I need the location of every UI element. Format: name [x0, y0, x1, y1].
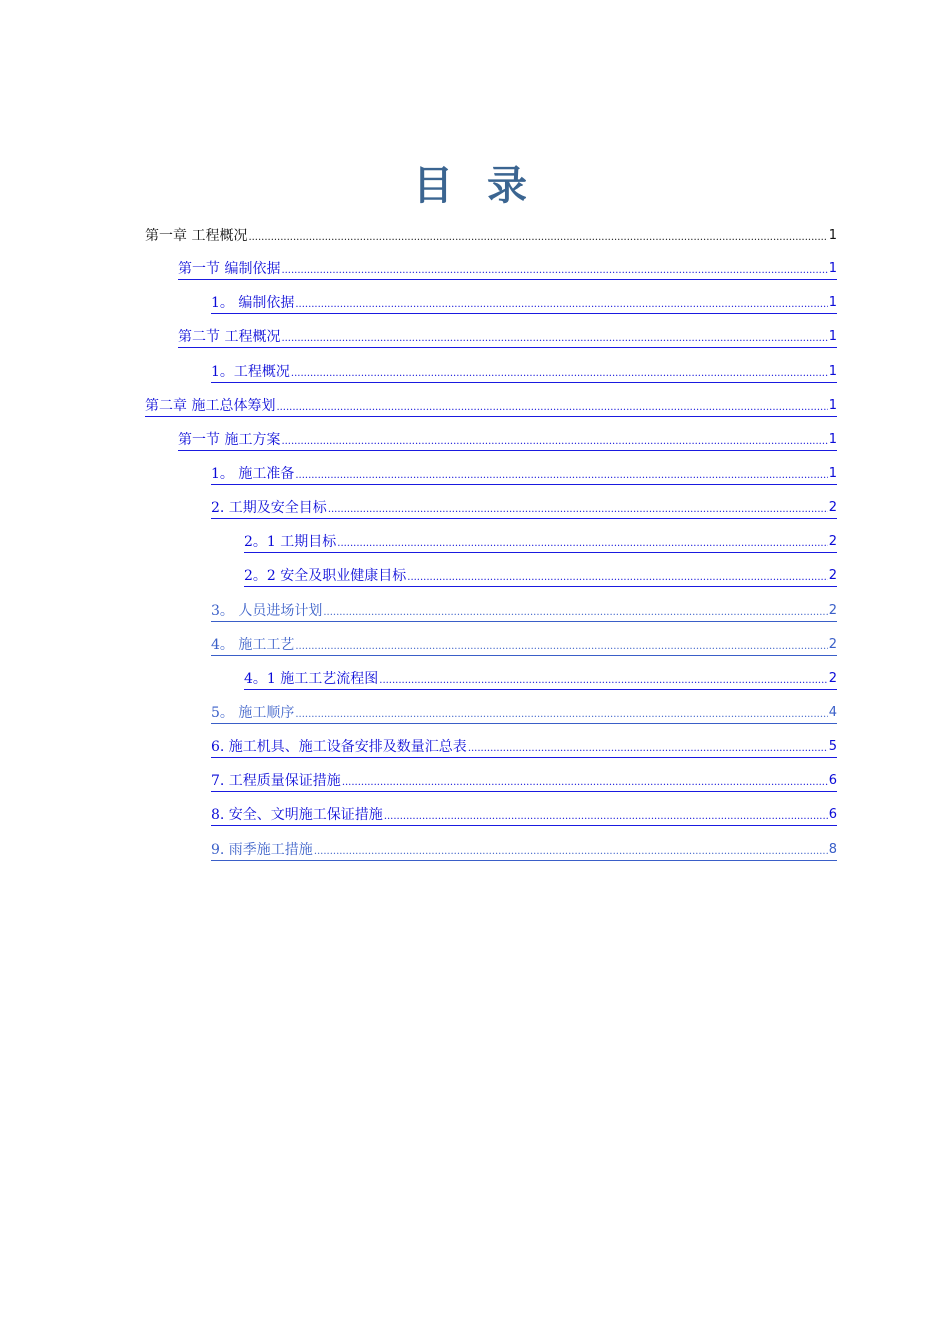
table-of-contents [0, 219, 950, 868]
toc-entry[interactable] [0, 834, 950, 868]
toc-entry-row [211, 704, 837, 724]
toc-entry-label: 第二章 施工总体筹划 [145, 397, 276, 414]
toc-dot-leader [384, 810, 828, 824]
toc-dot-leader [295, 298, 827, 312]
toc-page-number: 2 [828, 602, 837, 618]
toc-entry-row [211, 499, 837, 519]
toc-page-number: 2 [828, 500, 837, 516]
toc-dot-leader [276, 401, 827, 415]
toc-dot-leader [281, 435, 827, 449]
toc-page-number: 8 [828, 841, 837, 857]
toc-dot-leader [407, 571, 827, 585]
toc-entry-label: 2。1 工期目标 [244, 534, 337, 551]
toc-entry[interactable] [0, 765, 950, 799]
toc-entry[interactable] [0, 697, 950, 731]
toc-entry-row [244, 567, 837, 587]
toc-entry[interactable] [0, 321, 950, 355]
toc-dot-leader [281, 264, 827, 278]
toc-page-number: 5 [828, 739, 837, 755]
toc-entry-row [211, 806, 837, 826]
toc-page-number: 1 [828, 295, 837, 311]
toc-entry[interactable] [0, 663, 950, 697]
toc-entry-label: 第一节 施工方案 [178, 431, 281, 448]
toc-page-number: 2 [828, 636, 837, 652]
toc-entry-label: 9. 雨季施工措施 [211, 841, 313, 858]
toc-page-number: 1 [828, 397, 837, 413]
toc-page-number: 2 [828, 568, 837, 584]
toc-entry-row [211, 738, 837, 758]
toc-entry-row [178, 328, 837, 348]
toc-entry[interactable] [0, 560, 950, 594]
toc-entry-row [211, 636, 837, 656]
toc-dot-leader [328, 503, 828, 517]
toc-entry[interactable] [0, 458, 950, 492]
toc-entry-row [178, 431, 837, 451]
toc-page-number: 6 [828, 807, 837, 823]
toc-page-number: 6 [828, 773, 837, 789]
toc-entry[interactable] [0, 731, 950, 765]
toc-entry-row [211, 363, 837, 383]
toc-page-number: 2 [828, 670, 837, 686]
toc-entry-label: 第一节 编制依据 [178, 261, 281, 278]
toc-entry[interactable] [0, 595, 950, 629]
toc-page-number: 1 [828, 363, 837, 379]
toc-entry[interactable] [0, 356, 950, 390]
toc-dot-leader [295, 640, 827, 654]
toc-entry-label: 第一章 工程概况 [145, 227, 248, 244]
toc-entry-row [211, 772, 837, 792]
toc-entry-label: 8. 安全、文明施工保证措施 [211, 807, 383, 824]
toc-page-number: 1 [828, 466, 837, 482]
toc-dot-leader [342, 776, 828, 790]
toc-entry-label: 1。工程概况 [211, 363, 290, 380]
toc-entry-label: 1。 施工准备 [211, 466, 295, 483]
toc-entry[interactable] [0, 799, 950, 833]
toc-page-number: 1 [828, 227, 837, 243]
toc-dot-leader [281, 332, 827, 346]
toc-entry-row [244, 670, 837, 690]
toc-entry[interactable] [0, 253, 950, 287]
toc-dot-leader [379, 674, 827, 688]
toc-entry-row [211, 465, 837, 485]
toc-entry-row [211, 294, 837, 314]
toc-entry[interactable] [0, 526, 950, 560]
toc-page-number: 1 [828, 329, 837, 345]
toc-entry[interactable] [0, 629, 950, 663]
toc-dot-leader [248, 231, 827, 245]
toc-dot-leader [323, 606, 827, 620]
toc-entry[interactable] [0, 390, 950, 424]
toc-entry-label: 2。2 安全及职业健康目标 [244, 568, 407, 585]
toc-entry-label: 第二节 工程概况 [178, 329, 281, 346]
toc-entry-label: 5。 施工顺序 [211, 705, 295, 722]
toc-entry [0, 219, 950, 253]
toc-dot-leader [468, 742, 828, 756]
toc-entry-row [211, 602, 837, 622]
toc-entry-row [145, 397, 837, 417]
toc-entry-label: 1。 编制依据 [211, 295, 295, 312]
toc-entry-label: 7. 工程质量保证措施 [211, 773, 341, 790]
toc-entry-label: 2. 工期及安全目标 [211, 500, 327, 517]
toc-dot-leader [337, 537, 827, 551]
toc-page-number: 1 [828, 431, 837, 447]
toc-title: 目 录 [413, 162, 537, 209]
toc-dot-leader [295, 469, 827, 483]
toc-dot-leader [314, 845, 828, 859]
toc-entry[interactable] [0, 424, 950, 458]
toc-page-number: 2 [828, 534, 837, 550]
toc-page-number: 4 [828, 705, 837, 721]
toc-entry-label: 6. 施工机具、施工设备安排及数量汇总表 [211, 739, 467, 756]
toc-entry-label: 3。 人员进场计划 [211, 602, 323, 619]
toc-entry[interactable] [0, 287, 950, 321]
toc-entry-row [244, 533, 837, 553]
toc-entry[interactable] [0, 492, 950, 526]
toc-entry-row [211, 841, 837, 861]
toc-entry-label: 4。 施工工艺 [211, 636, 295, 653]
toc-entry-row [178, 260, 837, 280]
toc-dot-leader [295, 708, 827, 722]
toc-entry-row [145, 227, 837, 246]
toc-page-number: 1 [828, 261, 837, 277]
toc-entry-label: 4。1 施工工艺流程图 [244, 670, 379, 687]
toc-dot-leader [291, 367, 828, 381]
